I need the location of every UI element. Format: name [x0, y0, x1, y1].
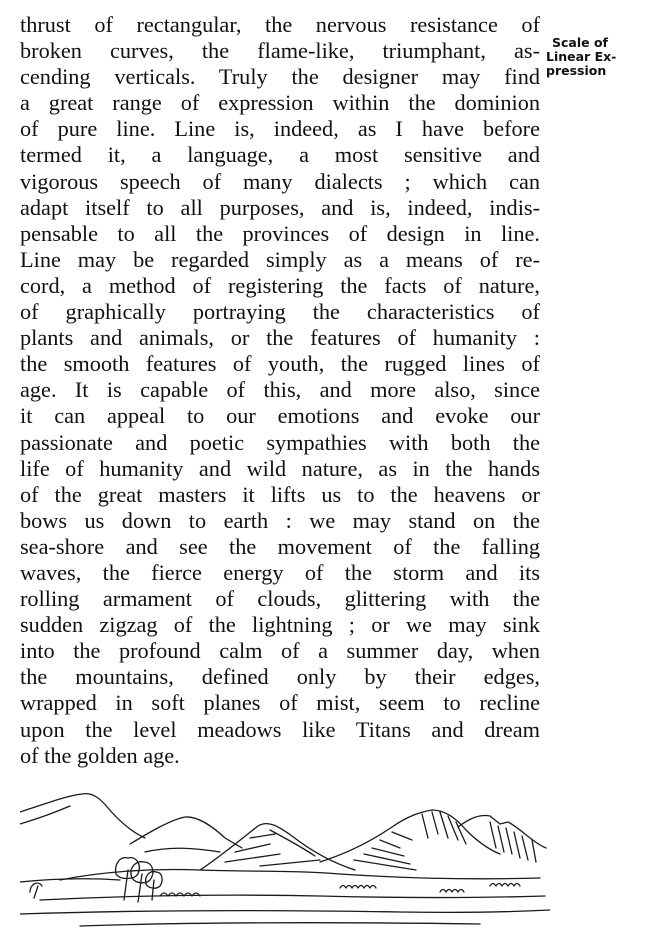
text-line: a great range of expression within the dominion [20, 90, 540, 116]
text-line: wrapped in soft planes of mist, seem to recline [20, 690, 540, 716]
text-line: bows us down to earth : we may stand on the [20, 507, 540, 533]
text-line: upon the level meadows like Titans and dream [20, 716, 540, 742]
text-line: vigorous speech of many dialects ; which can [20, 168, 540, 194]
text-line: the mountains, defined only by their edges, [20, 664, 540, 690]
text-line: the smooth features of youth, the rugged lines of [20, 351, 540, 377]
text-line: broken curves, the flame-like, triumphant, as- [20, 38, 540, 64]
text-line: plants and animals, or the features of humanity : [20, 325, 540, 351]
text-line: sea-shore and see the movement of the falling [20, 533, 540, 559]
text-line: rolling armament of clouds, glittering with the [20, 586, 540, 612]
text-line: cending verticals. Truly the designer may find [20, 64, 540, 90]
text-line: pensable to all the provinces of design in line. [20, 220, 540, 246]
text-line: adapt itself to all purposes, and is, indeed, indis- [20, 194, 540, 220]
body-text [20, 12, 540, 769]
text-line: passionate and poetic sympathies with both the [20, 429, 540, 455]
text-line: into the profound calm of a summer day, when [20, 638, 540, 664]
text-line: it can appeal to our emotions and evoke our [20, 403, 540, 429]
margin-note-line: Scale of [552, 35, 608, 50]
text-line: sudden zigzag of the lightning ; or we may sink [20, 612, 540, 638]
text-line: waves, the fierce energy of the storm and its [20, 559, 540, 585]
text-line: life of humanity and wild nature, as in the hands [20, 455, 540, 481]
text-line: Line may be regarded simply as a means of re- [20, 246, 540, 272]
margin-note-line: Linear Ex- [546, 49, 617, 64]
text-line: of graphically portraying the characteristics of [20, 299, 540, 325]
text-line: of the great masters it lifts us to the heavens or [20, 481, 540, 507]
text-line: thrust of rectangular, the nervous resistance of [20, 12, 540, 37]
text-line: termed it, a language, a most sensitive and [20, 142, 540, 168]
margin-note [546, 36, 646, 78]
mountain-landscape-illustration [20, 782, 550, 932]
margin-note-line: pression [546, 63, 607, 78]
text-line: of the golden age. [20, 742, 180, 768]
text-line: of pure line. Line is, indeed, as I have before [20, 116, 540, 142]
text-line: age. It is capable of this, and more also, since [20, 377, 540, 403]
text-line: cord, a method of registering the facts of nature, [20, 272, 540, 298]
